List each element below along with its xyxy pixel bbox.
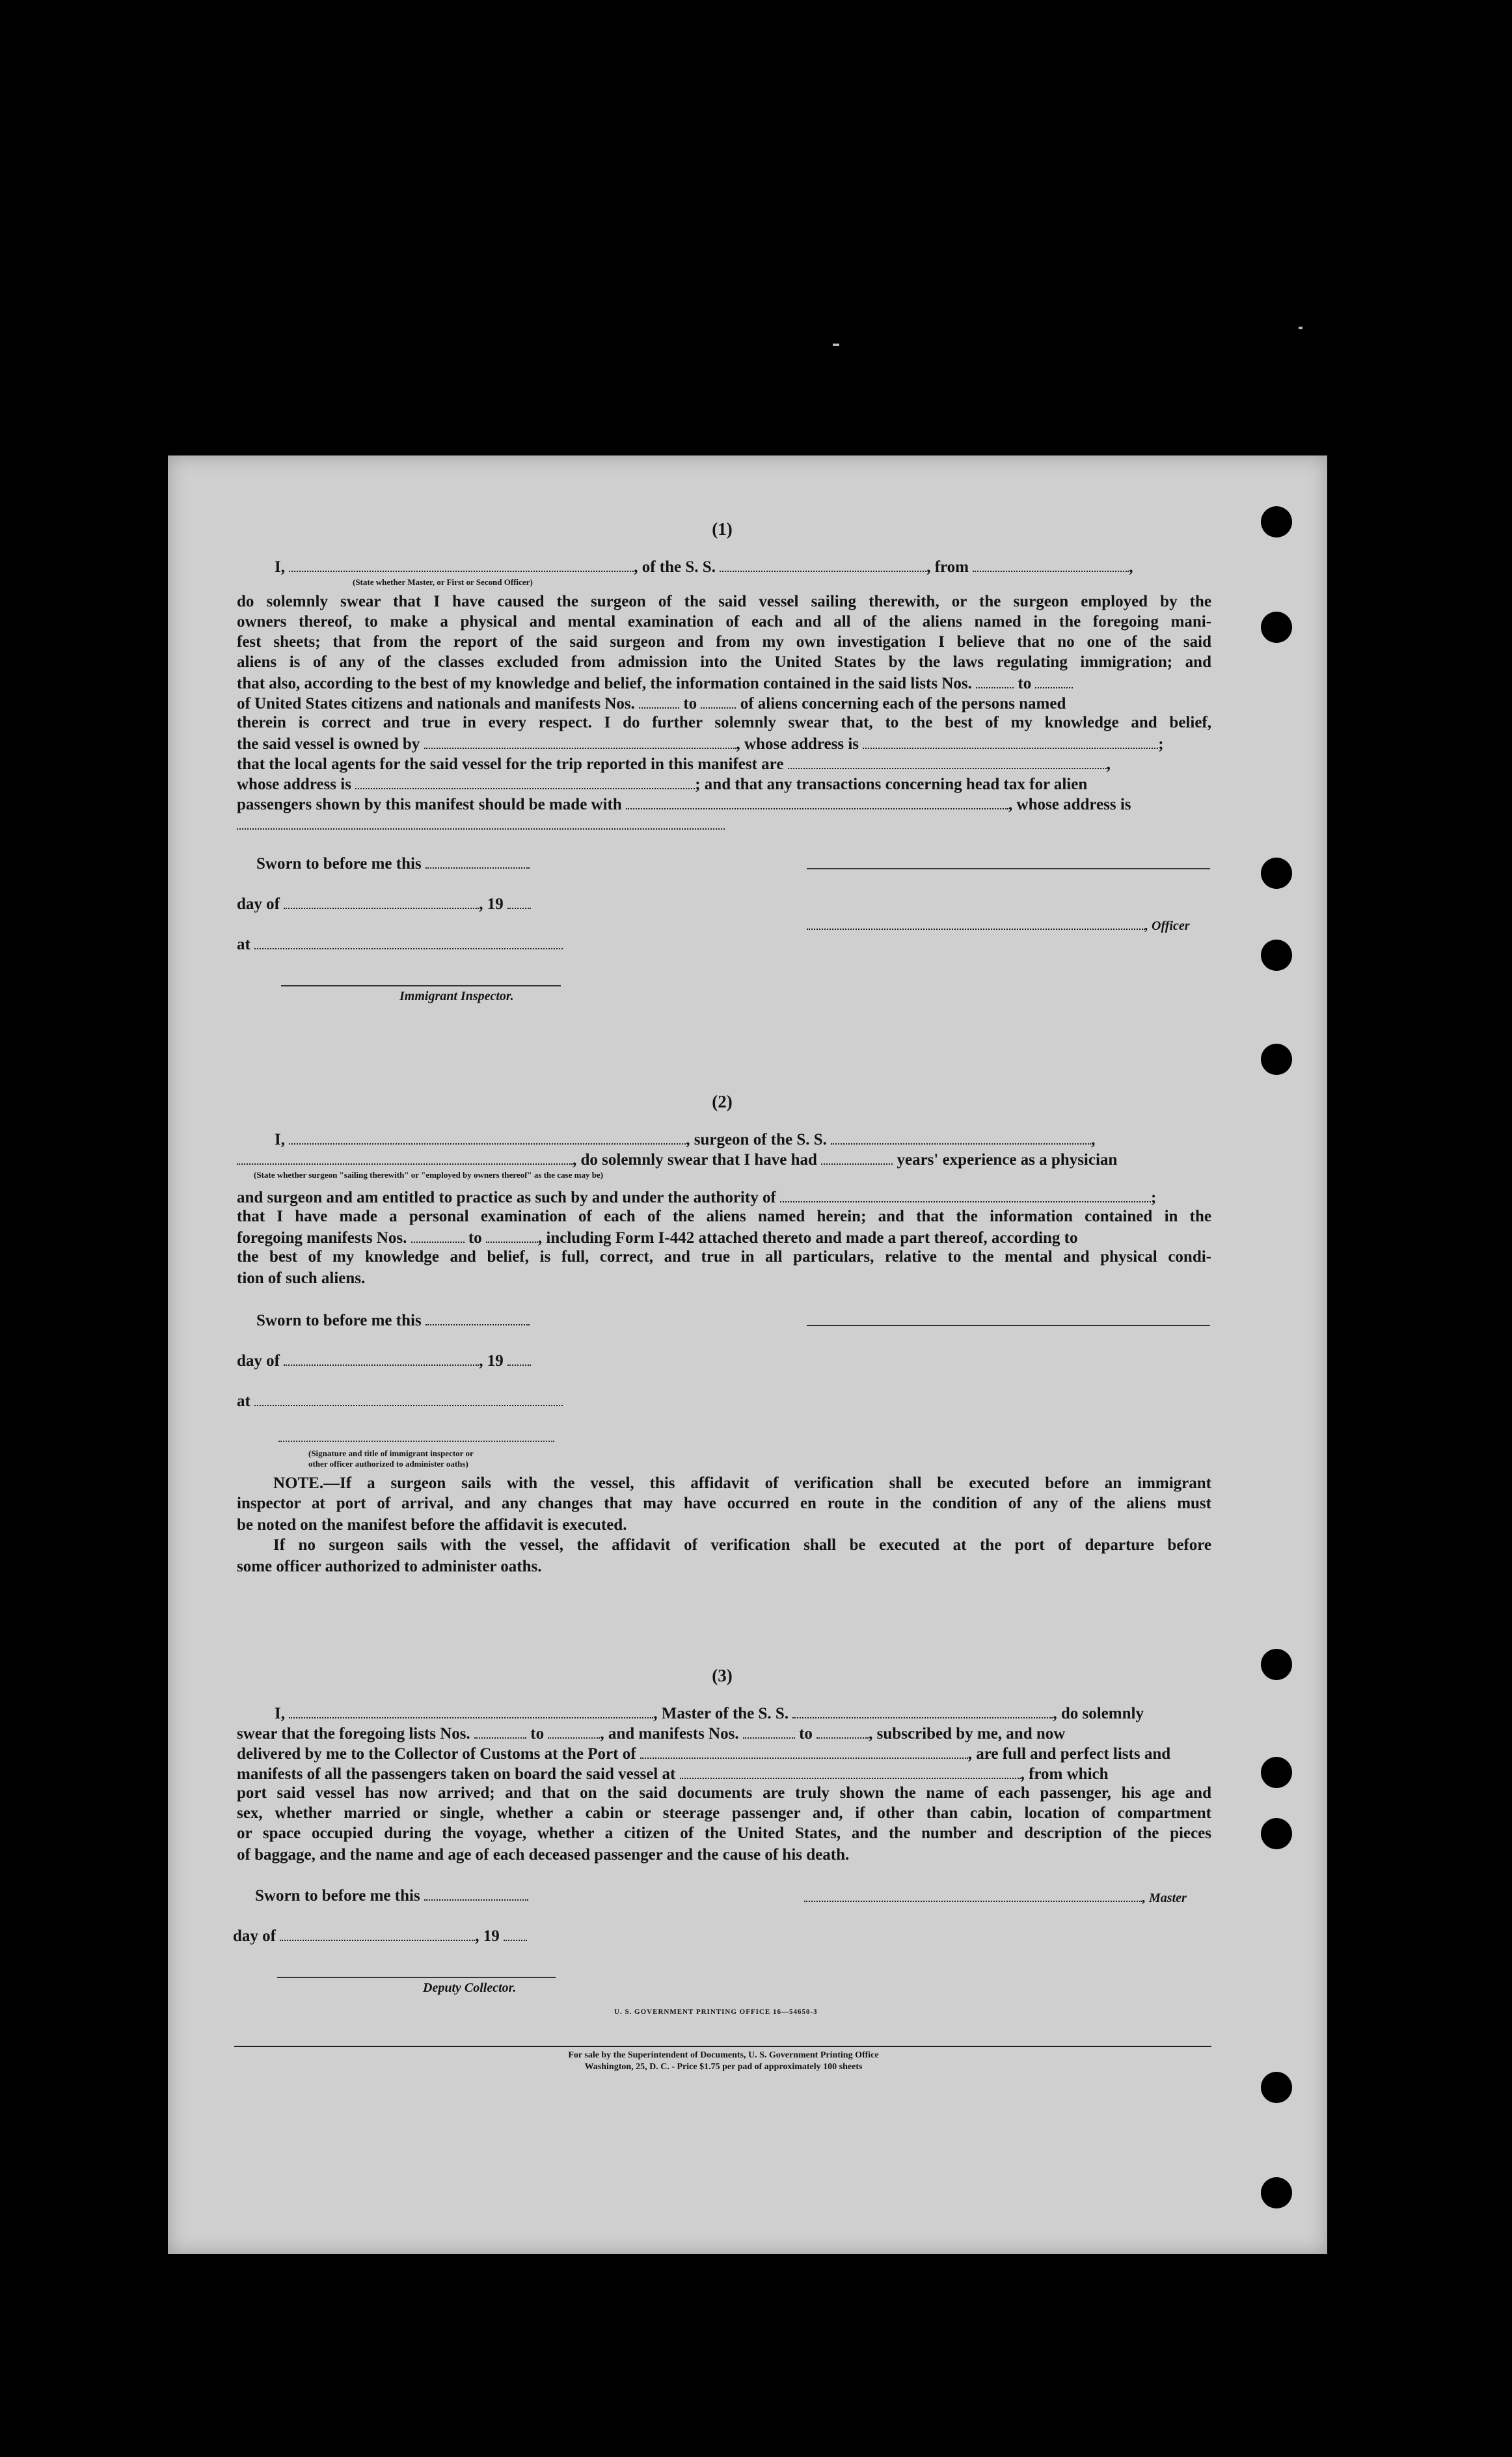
s1-line-1: I, , of the S. S. , from , bbox=[275, 558, 1133, 576]
manifests-from-field[interactable] bbox=[639, 696, 679, 709]
s2-note-line: If no surgeon sails with the vessel, the affidavit of verification shall be executed at the port of departure before bbox=[273, 1536, 1211, 1554]
s3-day-of: day of , 19 bbox=[233, 1926, 527, 1946]
s1-agents-line: that the local agents for the said vessel for the trip reported in this manifest are , bbox=[237, 755, 1111, 773]
s1-para-line: owners thereof, to make a physical and mental examination of each and all of the aliens named in the foregoing mani- bbox=[237, 613, 1211, 631]
s3-master: , Master bbox=[804, 1887, 1187, 1908]
s2-manifests-line: foregoing manifests Nos. to , including Form I-442 attached thereto and made a part thereof, according to bbox=[237, 1229, 1078, 1247]
master-signature-field[interactable] bbox=[804, 1889, 1142, 1902]
scan-speck bbox=[833, 344, 839, 346]
s2-manifests-from-field[interactable] bbox=[411, 1230, 465, 1243]
s3-manifests-from-field[interactable] bbox=[743, 1726, 795, 1739]
s2-year-field[interactable] bbox=[507, 1353, 531, 1366]
officer-signature-field[interactable] bbox=[807, 917, 1145, 930]
s2-inspector-signature-line[interactable] bbox=[278, 1441, 554, 1442]
s2-at: at bbox=[237, 1391, 563, 1411]
surgeon-name-field[interactable] bbox=[289, 1132, 686, 1145]
s1-place-field[interactable] bbox=[254, 936, 563, 949]
s2-note-line: NOTE.—If a surgeon sails with the vessel, this affidavit of verification shall be executed before an immigrant bbox=[273, 1474, 1211, 1492]
s3-line-1: I, , Master of the S. S. , do solemnly bbox=[275, 1705, 1144, 1722]
s1-at: at bbox=[237, 934, 563, 955]
agents-address-field[interactable] bbox=[355, 776, 695, 789]
lists-from-field[interactable] bbox=[976, 675, 1014, 688]
s2-sig-note-1: (Signature and title of immigrant inspector or bbox=[308, 1448, 474, 1458]
s1-manifests-line: of United States citizens and nationals and manifests Nos. to of aliens concerning each of the persons named bbox=[237, 695, 1066, 713]
punch-hole bbox=[1261, 940, 1292, 971]
s1-year-field[interactable] bbox=[507, 896, 531, 909]
s1-officer: , Officer bbox=[807, 915, 1190, 936]
owner-address-field[interactable] bbox=[863, 736, 1158, 749]
s2-note-line: be noted on the manifest before the affidavit is executed. bbox=[237, 1516, 627, 1534]
punch-hole bbox=[1261, 1757, 1292, 1788]
deputy-collector-label: Deputy Collector. bbox=[423, 1981, 517, 1995]
footer-rule bbox=[234, 2046, 1211, 2047]
officer-name-field[interactable] bbox=[289, 559, 634, 572]
s1-lists-line: that also, according to the best of my knowledge and belief, the information contained in the said lists Nos. to bbox=[237, 673, 1073, 694]
master-name-field[interactable] bbox=[289, 1705, 653, 1718]
s3-line-4: manifests of all the passengers taken on board the said vessel at , from which bbox=[237, 1765, 1109, 1783]
s2-para-line: that I have made a personal examination of each of the aliens named herein; and that the information contained in the bbox=[237, 1208, 1211, 1225]
agents-field[interactable] bbox=[788, 756, 1107, 769]
s3-collector-signature-line[interactable] bbox=[277, 1977, 556, 1978]
s3-month-field[interactable] bbox=[280, 1928, 475, 1941]
s1-owner-line: the said vessel is owned by , whose address is ; bbox=[237, 735, 1164, 753]
punch-hole bbox=[1261, 1649, 1292, 1680]
manifests-to-field[interactable] bbox=[701, 696, 736, 709]
s2-para-line: tion of such aliens. bbox=[237, 1269, 366, 1287]
s2-line-1: I, , surgeon of the S. S. , bbox=[275, 1131, 1096, 1148]
headtax-contact-field[interactable] bbox=[626, 796, 1008, 809]
punch-hole bbox=[1261, 2072, 1292, 2103]
s1-sworn: Sworn to before me this bbox=[256, 854, 530, 874]
s1-headtax-address bbox=[237, 815, 725, 835]
s1-signature-line[interactable] bbox=[807, 868, 1210, 869]
section-2-number: (2) bbox=[712, 1092, 733, 1111]
s2-note-line: inspector at port of arrival, and any changes that may have occurred en route in the condition of any of the aliens must bbox=[237, 1495, 1211, 1512]
footer-line-2: Washington, 25, D. C. - Price $1.75 per pad of approximately 100 sheets bbox=[584, 2062, 863, 2072]
surgeon-type-field[interactable] bbox=[237, 1152, 573, 1165]
port-field[interactable] bbox=[640, 1746, 968, 1759]
s1-para-line: aliens is of any of the classes excluded from admission into the United States by the laws regulating immigration; and bbox=[237, 653, 1211, 671]
authority-field[interactable] bbox=[780, 1189, 1151, 1202]
punch-hole bbox=[1261, 506, 1292, 537]
s2-manifests-to-field[interactable] bbox=[486, 1230, 538, 1243]
immigrant-inspector-label: Immigrant Inspector. bbox=[399, 989, 514, 1003]
s1-headtax-line: passengers shown by this manifest should be made with , whose address is bbox=[237, 796, 1131, 813]
s3-line-2: swear that the foregoing lists Nos. to , and manifests Nos. to , subscribed by me, and now bbox=[237, 1725, 1066, 1743]
boarding-port-field[interactable] bbox=[680, 1766, 1021, 1779]
s2-month-field[interactable] bbox=[284, 1353, 479, 1366]
headtax-address-field[interactable] bbox=[237, 817, 725, 830]
scan-speck bbox=[1299, 327, 1303, 329]
s3-sworn: Sworn to before me this bbox=[255, 1886, 528, 1906]
s1-para-line: do solemnly swear that I have caused the surgeon of the said vessel sailing therewith, or the surgeon employed by the bbox=[237, 593, 1211, 610]
s3-para-line: of baggage, and the name and age of each deceased passenger and the cause of his death. bbox=[237, 1846, 850, 1864]
s2-line-2: , do solemnly swear that I have had years' experience as a physician bbox=[237, 1150, 1117, 1170]
surgeon-type-note: (State whether surgeon "sailing therewith" or "employed by owners thereof" as the case may be) bbox=[254, 1170, 604, 1180]
punch-hole bbox=[1261, 858, 1292, 889]
print-line: U. S. GOVERNMENT PRINTING OFFICE 16—54650-3 bbox=[614, 2008, 818, 2016]
ship-name-field[interactable] bbox=[720, 559, 926, 572]
punch-hole bbox=[1261, 1818, 1292, 1849]
s3-para-line: port said vessel has now arrived; and that on the said documents are truly shown the name of each passenger, his age and bbox=[237, 1784, 1211, 1802]
owner-field[interactable] bbox=[424, 736, 736, 749]
section-1-number: (1) bbox=[712, 519, 733, 539]
s3-lists-from-field[interactable] bbox=[474, 1726, 526, 1739]
s2-surgeon-signature-line[interactable] bbox=[807, 1325, 1210, 1326]
s1-agents-address-line: whose address is ; and that any transactions concerning head tax for alien bbox=[237, 776, 1088, 793]
s1-month-field[interactable] bbox=[284, 896, 479, 909]
s3-para-line: sex, whether married or single, whether a cabin or steerage passenger and, if other than cabin, location of compartment bbox=[237, 1804, 1211, 1822]
s3-sworn-date-field[interactable] bbox=[424, 1888, 528, 1901]
s2-note-line: some officer authorized to administer oaths. bbox=[237, 1558, 542, 1575]
punch-hole bbox=[1261, 2177, 1292, 2208]
s1-inspector-signature-line[interactable] bbox=[281, 985, 561, 986]
s3-lists-to-field[interactable] bbox=[548, 1726, 600, 1739]
s2-sworn: Sworn to before me this bbox=[256, 1310, 530, 1331]
s2-ship-name-field[interactable] bbox=[831, 1132, 1091, 1145]
punch-hole bbox=[1261, 612, 1292, 643]
s1-para-line: fest sheets; that from the report of the said surgeon and from my own investigation I believe that no one of the said bbox=[237, 633, 1211, 651]
section-3-number: (3) bbox=[712, 1666, 733, 1685]
s1-day-of: day of , 19 bbox=[237, 894, 531, 914]
s3-year-field[interactable] bbox=[504, 1928, 527, 1941]
from-port-field[interactable] bbox=[973, 559, 1129, 572]
years-experience-field[interactable] bbox=[821, 1152, 893, 1165]
s2-para-line: the best of my knowledge and belief, is full, correct, and true in all particulars, relative to the mental and physical condi- bbox=[237, 1248, 1211, 1266]
s2-authority-line: and surgeon and am entitled to practice as such by and under the authority of ; bbox=[237, 1189, 1157, 1206]
officer-rank-note: (State whether Master, or First or Second Officer) bbox=[353, 577, 533, 587]
s3-para-line: or space occupied during the voyage, whether a citizen of the United States, and the number and description of the pieces bbox=[237, 1825, 1211, 1842]
lists-to-field[interactable] bbox=[1035, 675, 1073, 688]
s3-manifests-to-field[interactable] bbox=[817, 1726, 869, 1739]
s1-para-line: therein is correct and true in every respect. I do further solemnly swear that, to the best of my knowledge and belief, bbox=[237, 714, 1211, 731]
s2-place-field[interactable] bbox=[254, 1393, 563, 1406]
punch-hole bbox=[1261, 1044, 1292, 1075]
s1-sworn-date-field[interactable] bbox=[425, 856, 530, 869]
s2-day-of: day of , 19 bbox=[237, 1351, 531, 1371]
s2-sworn-date-field[interactable] bbox=[425, 1312, 530, 1325]
footer-line-1: For sale by the Superintendent of Documents, U. S. Government Printing Office bbox=[568, 2050, 879, 2060]
s2-sig-note-2: other officer authorized to administer oaths) bbox=[308, 1459, 468, 1469]
s3-line-3: delivered by me to the Collector of Customs at the Port of , are full and perfect lists and bbox=[237, 1745, 1171, 1763]
s3-ship-name-field[interactable] bbox=[792, 1705, 1053, 1718]
